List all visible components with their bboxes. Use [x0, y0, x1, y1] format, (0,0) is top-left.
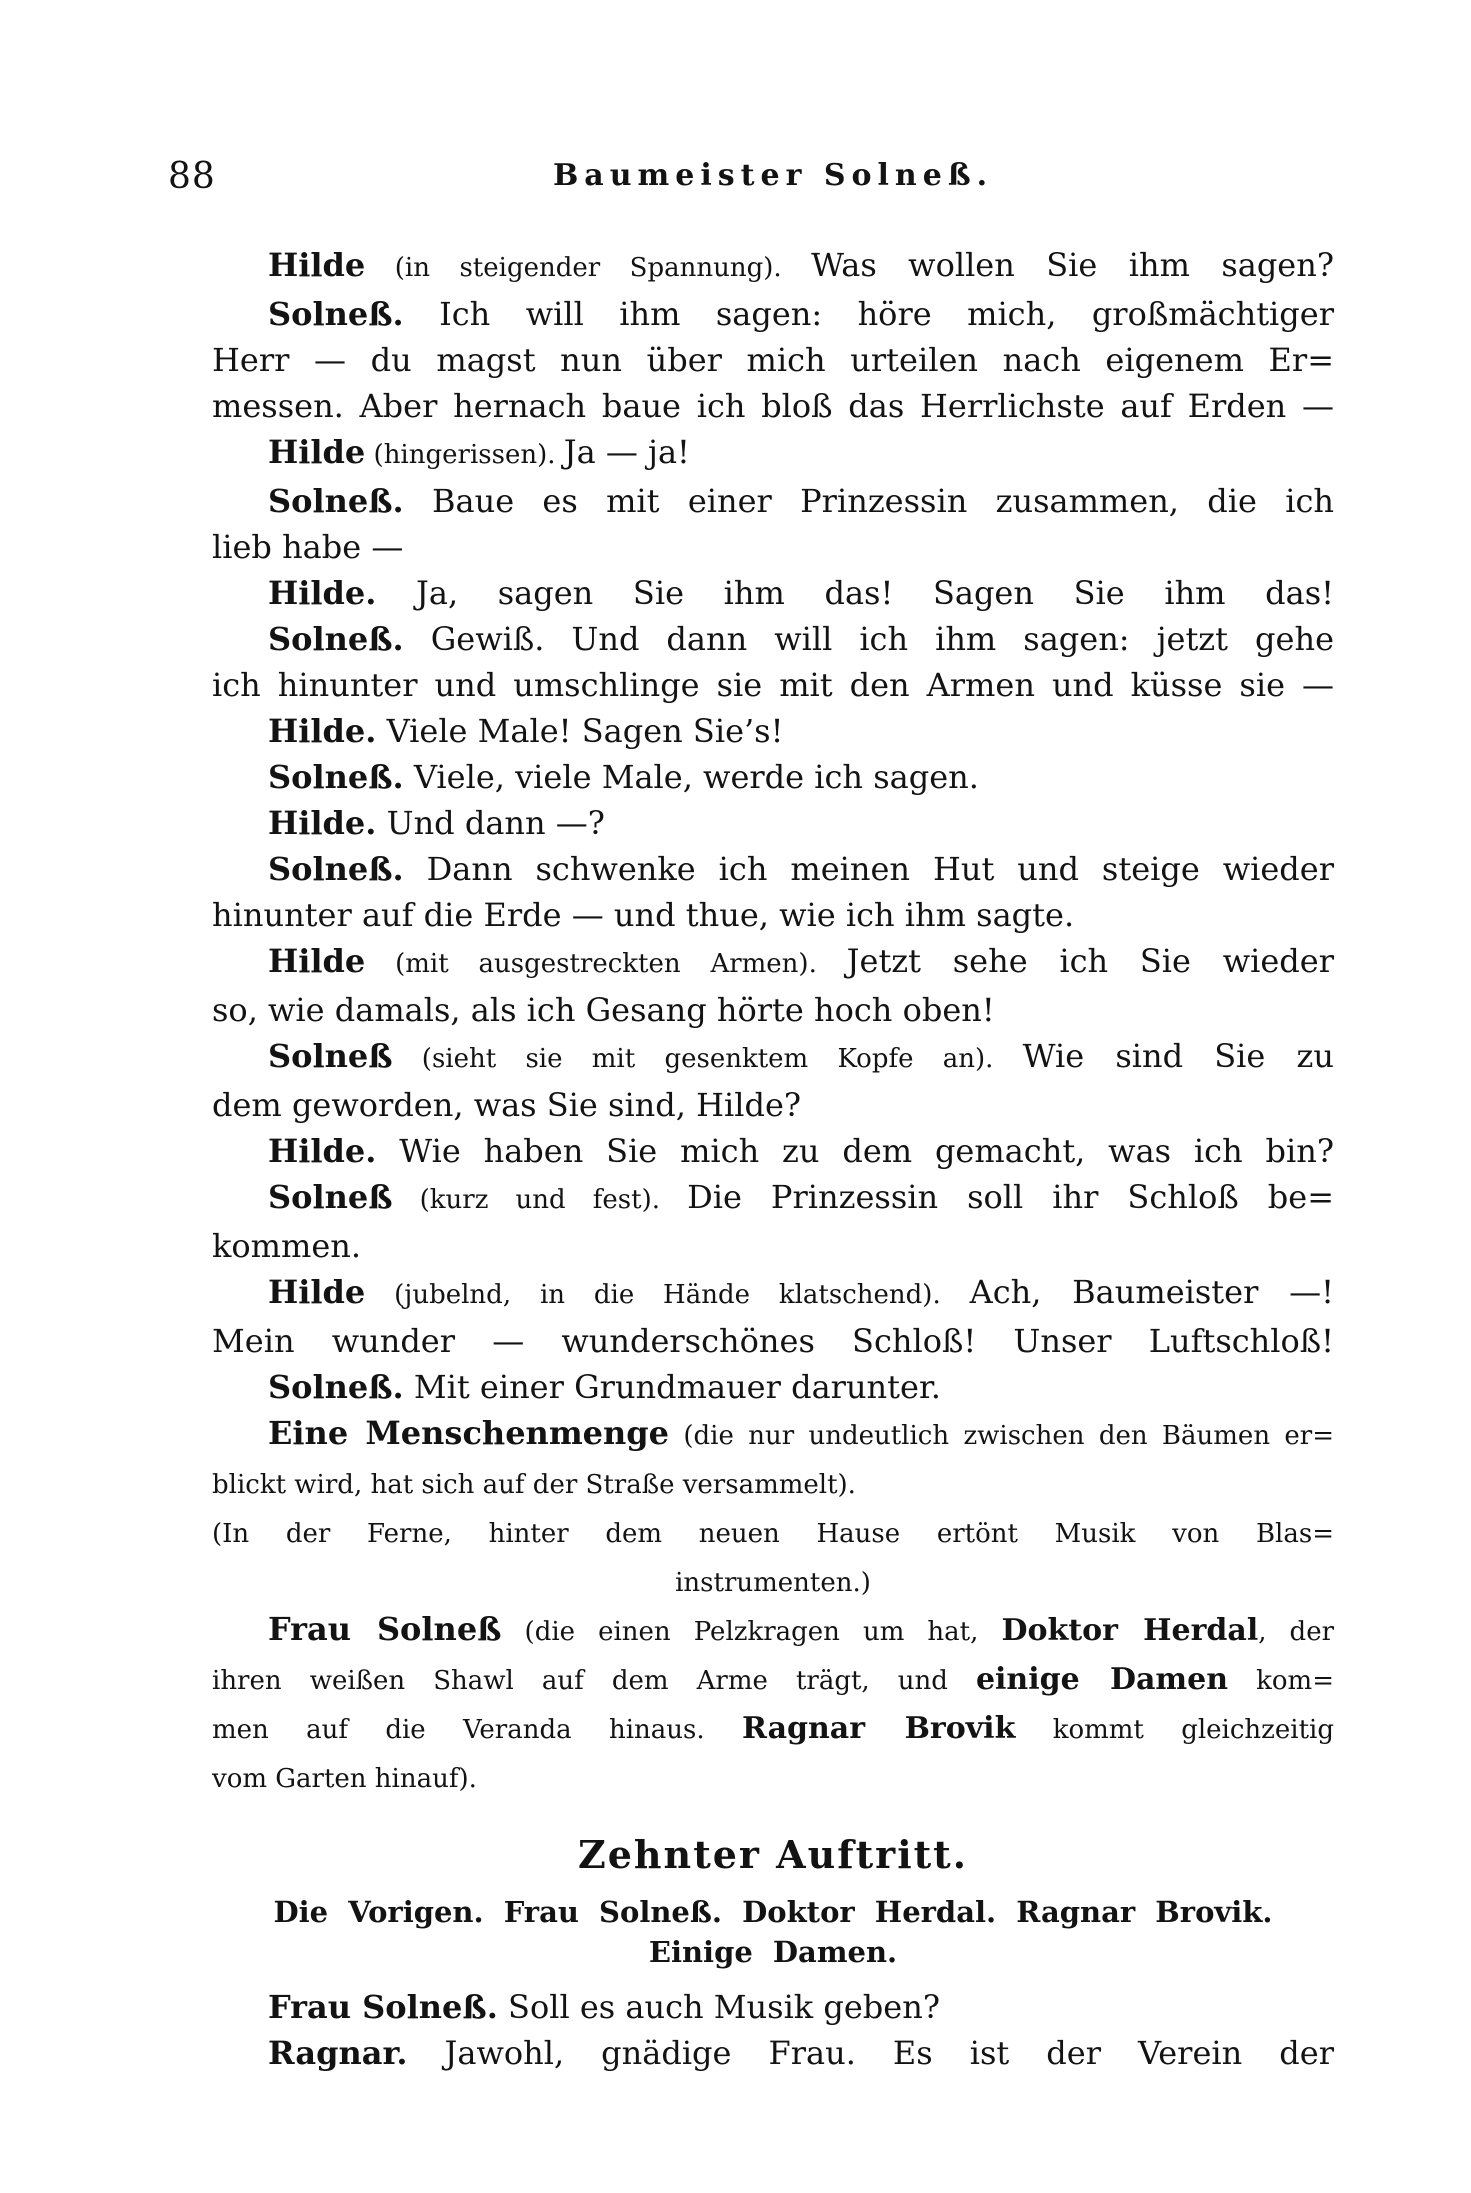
- scene-heading: [212, 1826, 1334, 1884]
- stage-direction: (die einen Pelzkragen um hat,: [501, 1617, 1002, 1647]
- paragraph: [212, 429, 1334, 478]
- paragraph: [212, 846, 1334, 938]
- text-line: [212, 429, 1334, 478]
- dialogue-text: messen. Aber hernach baue ich bloß das Herrlichste auf Erden —: [212, 387, 1334, 425]
- paragraph: [212, 1364, 1334, 1410]
- dialogue-text: Ja — ja!: [563, 433, 690, 471]
- stage-direction: ihren weißen Shawl auf dem Arme trägt, und: [212, 1666, 976, 1696]
- text-line: [212, 1892, 1334, 1932]
- dialogue-text: Mein wunder — wunderschönes Schloß! Unser Luftschloß!: [212, 1322, 1334, 1360]
- text-line: [212, 1128, 1334, 1174]
- paragraph: [212, 1033, 1334, 1128]
- dialogue-text: so, wie damals, als ich Gesang hörte hoch oben!: [212, 991, 995, 1029]
- stage-direction: (in steigender Spannung).: [365, 253, 812, 283]
- text-line: [212, 1223, 1334, 1269]
- paragraph: [212, 754, 1334, 800]
- speaker-name: Hilde: [268, 1273, 366, 1311]
- dialogue-text: Dann schwenke ich meinen Hut und steige wieder: [403, 850, 1334, 888]
- dialogue-text: Viele Male! Sagen Sie’s!: [376, 712, 784, 750]
- text-line: [212, 1082, 1334, 1128]
- dialogue-text: Gewiß. Und dann will ich ihm sagen: jetzt gehe: [403, 620, 1334, 658]
- dialogue-text: Mit einer Grundmauer darunter.: [403, 1368, 941, 1406]
- text-line: [212, 1269, 1334, 1318]
- stage-direction: , der: [1258, 1617, 1335, 1647]
- page-number: 88: [168, 156, 216, 197]
- dialogue-text: Jawohl, gnädige Frau. Es ist der Verein der: [407, 2034, 1334, 2072]
- dialogue-text: Die Prinzessin soll ihr Schloß be=: [687, 1178, 1335, 1216]
- paragraph: [212, 1269, 1334, 1364]
- speaker-name: Solneß.: [268, 295, 404, 333]
- dialogue-text: Wie haben Sie mich zu dem gemacht, was ich bin?: [376, 1132, 1334, 1170]
- speaker-name: Frau Solneß.: [268, 1988, 498, 2026]
- stage-direction: (jubelnd, in die Hände klatschend).: [365, 1280, 970, 1310]
- stage-direction: (die nur undeutlich zwischen den Bäumen er=: [669, 1421, 1335, 1451]
- speaker-name: Hilde.: [268, 1132, 377, 1170]
- text-line: [212, 1932, 1334, 1972]
- paragraph: [212, 242, 1334, 291]
- paragraph: [212, 2030, 1334, 2076]
- running-title: Baumeister Solneß.: [552, 158, 994, 193]
- stage-direction: (In der Ferne, hinter dem neuen Hause ertönt Musik von Blas=: [212, 1519, 1334, 1549]
- dialogue-text: Soll es auch Musik geben?: [497, 1988, 940, 2026]
- dialogue-text: Viele, viele Male, werde ich sagen.: [403, 758, 979, 796]
- text-line: [212, 708, 1334, 754]
- paragraph: [212, 616, 1334, 708]
- page-header: [168, 156, 1334, 206]
- text-line: [212, 846, 1334, 892]
- speaker-name: Solneß.: [268, 758, 404, 796]
- text-line: [212, 1033, 1334, 1082]
- dialogue-text: lieb habe —: [212, 528, 404, 566]
- speaker-name: Solneß.: [268, 1368, 404, 1406]
- text-line: [212, 1606, 1334, 1655]
- paragraph: [212, 800, 1334, 846]
- dialogue-text: Ich will ihm sagen: höre mich, großmächtiger: [403, 295, 1334, 333]
- stage-direction: instrumenten.): [675, 1568, 871, 1598]
- paragraph: [212, 938, 1334, 1033]
- stage-direction: kommt gleichzeitig: [1015, 1715, 1334, 1745]
- paragraph: [212, 1128, 1334, 1174]
- text-line: [212, 892, 1334, 938]
- speaker-name: Solneß: [268, 1178, 393, 1216]
- paragraph: [212, 1508, 1334, 1606]
- dialogue-text: hinunter auf die Erde — und thue, wie ich ihm sagte.: [212, 896, 1075, 934]
- text-line: [212, 800, 1334, 846]
- paragraph: [212, 291, 1334, 429]
- stage-direction: blickt wird, hat sich auf der Straße versammelt).: [212, 1470, 856, 1500]
- speaker-name: Eine Menschenmenge: [268, 1414, 670, 1452]
- dialogue-text: ich hinunter und umschlinge sie mit den Armen und küsse sie —: [212, 666, 1334, 704]
- text-line: [212, 1318, 1334, 1364]
- character-name: Ragnar Brovik: [741, 1711, 1016, 1746]
- paragraph: [212, 708, 1334, 754]
- dialogue-text: Was wollen Sie ihm sagen?: [811, 246, 1335, 284]
- speaker-name: Solneß.: [268, 850, 404, 888]
- text-line: [212, 938, 1334, 987]
- paragraph: [212, 478, 1334, 570]
- dialogue-text: Jetzt sehe ich Sie wieder: [846, 942, 1334, 980]
- text-body: [212, 242, 1334, 2076]
- text-line: [212, 1459, 1334, 1508]
- text-line: [212, 291, 1334, 337]
- text-line: [212, 1704, 1334, 1753]
- stage-direction: vom Garten hinauf).: [212, 1764, 477, 1794]
- dialogue-text: kommen.: [212, 1227, 362, 1265]
- text-line: [212, 1557, 1334, 1606]
- speaker-name: Solneß.: [268, 620, 404, 658]
- text-line: [212, 524, 1334, 570]
- text-line: [212, 1410, 1334, 1459]
- text-line: [212, 616, 1334, 662]
- paragraph: [212, 1984, 1334, 2030]
- text-line: [212, 662, 1334, 708]
- dialogue-text: Herr — du magst nun über mich urteilen nach eigenem Er=: [212, 341, 1334, 379]
- speaker-name: Hilde.: [268, 574, 377, 612]
- text-line: [212, 478, 1334, 524]
- paragraph: [212, 570, 1334, 616]
- stage-direction: (kurz und fest).: [392, 1185, 688, 1215]
- paragraph: [212, 1174, 1334, 1269]
- speaker-name: Hilde: [268, 433, 366, 471]
- speaker-name: Ragnar.: [268, 2034, 408, 2072]
- dialogue-text: Ja, sagen Sie ihm das! Sagen Sie ihm das!: [376, 574, 1334, 612]
- speaker-name: Frau Solneß: [268, 1610, 502, 1648]
- text-line: [212, 1508, 1334, 1557]
- stage-direction: (mit ausgestreckten Armen).: [365, 949, 847, 979]
- character-name: einige Damen: [975, 1662, 1229, 1697]
- dialogue-text: Baue es mit einer Prinzessin zusammen, die ich: [403, 482, 1334, 520]
- dialogue-text: Und dann —?: [376, 804, 605, 842]
- speaker-name: Hilde.: [268, 712, 377, 750]
- heading-text: Zehnter Auftritt.: [578, 1832, 968, 1877]
- speaker-name: Solneß: [268, 1037, 393, 1075]
- text-line: [212, 337, 1334, 383]
- text-line: [212, 1984, 1334, 2030]
- speaker-name: Hilde: [268, 246, 366, 284]
- text-line: [212, 1826, 1334, 1884]
- text-line: [212, 987, 1334, 1033]
- speaker-name: Solneß.: [268, 482, 404, 520]
- cast-text: Einige Damen.: [648, 1935, 898, 1969]
- paragraph: [212, 1410, 1334, 1508]
- dialogue-text: Wie sind Sie zu: [1022, 1037, 1334, 1075]
- stage-direction: men auf die Veranda hinaus.: [212, 1715, 742, 1745]
- text-line: [212, 570, 1334, 616]
- text-line: [212, 383, 1334, 429]
- text-line: [212, 2030, 1334, 2076]
- cast-text: Die Vorigen. Frau Solneß. Doktor Herdal. Ragnar Brovik.: [273, 1895, 1273, 1929]
- text-line: [212, 242, 1334, 291]
- speaker-name: Hilde.: [268, 804, 377, 842]
- cast-list: [212, 1892, 1334, 1972]
- paragraph: [212, 1606, 1334, 1802]
- dialogue-text: dem geworden, was Sie sind, Hilde?: [212, 1086, 802, 1124]
- stage-direction: (sieht sie mit gesenktem Kopfe an).: [392, 1044, 1023, 1074]
- stage-direction: kom=: [1228, 1666, 1334, 1696]
- text-line: [212, 1174, 1334, 1223]
- page-content: [168, 156, 1335, 2076]
- text-line: [212, 1655, 1334, 1704]
- text-line: [212, 1364, 1334, 1410]
- text-line: [212, 754, 1334, 800]
- dialogue-text: Ach, Baumeister —!: [969, 1273, 1335, 1311]
- character-name: Doktor Herdal: [1001, 1613, 1259, 1648]
- stage-direction: (hingerissen).: [365, 440, 564, 470]
- speaker-name: Hilde: [268, 942, 366, 980]
- text-line: [212, 1753, 1334, 1802]
